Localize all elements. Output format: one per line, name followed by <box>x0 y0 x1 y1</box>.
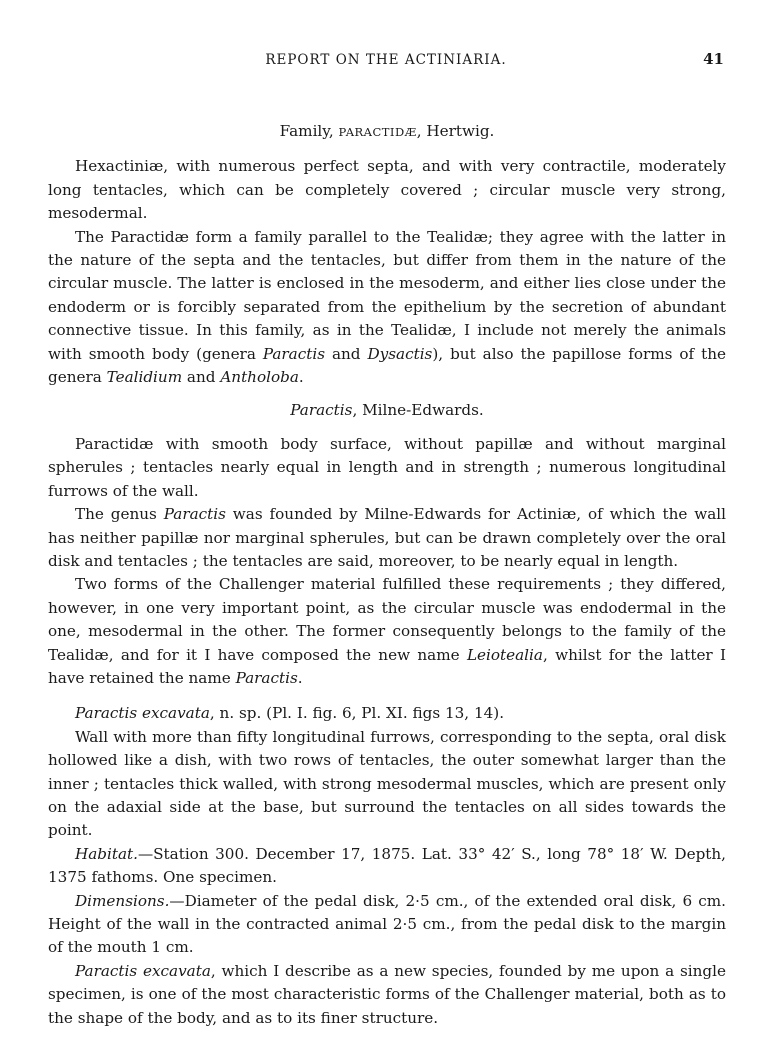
family-name: PARACTIDÆ <box>338 125 417 139</box>
species-heading: Paractis excavata, n. sp. (Pl. I. fig. 6, Pl. XI. figs 13, 14). <box>75 704 505 723</box>
dimensions-paragraph: Dimensions.—Diameter of the pedal disk, 2·5 cm., of the extended oral disk, 6 cm. Height of the wall in the contracted animal 2·5 cm., from the pedal disk to the margin of the mouth 1 cm. <box>48 891 726 957</box>
running-title: REPORT ON THE ACTINIARIA. <box>265 52 507 68</box>
challenger-forms-paragraph: Two forms of the Challenger material fulfilled these requirements ; they differed, however, in one very important point, as the circular muscle was endodermal in the one, mesodermal in the other. The former consequently belongs to the family of the Tealidæ, and for it I have composed the new name Leiotealia, whilst for the latter I have retained the name Paractis. <box>48 575 727 687</box>
habitat-paragraph: Habitat.—Station 300. December 17, 1875. Lat. 33° 42′ S., long 78° 18′ W. Depth, 1375 fathoms. One specimen. <box>48 844 726 887</box>
species-diagnosis: Wall with more than fifty longitudinal furrows, corresponding to the septa, oral disk hollowed like a dish, with two rows of tentacles, the outer somewhat larger than the inner ; tentacles thick walled, with strong mesodermal muscles, which are present only on the adaxial side at the base, but surround the tentacles on all sides towards the point. <box>48 727 726 840</box>
page-number: 41 <box>703 50 724 68</box>
family-diagnosis: Hexactiniæ, with numerous perfect septa, and with very contractile, moderately long tentacles, which can be completely covered ; circular muscle very strong, mesodermal. <box>48 157 726 223</box>
running-header <box>48 50 724 72</box>
genus-heading: Paractis, Milne-Edwards. <box>290 401 484 420</box>
family-heading: Family, PARACTIDÆ, Hertwig. <box>279 122 495 140</box>
family-discussion: The Paractidæ form a family parallel to the Tealidæ; they agree with the latter in the nature of the septa and the tentacles, but differ from them in the nature of the circular muscle. The latter is enclosed in the mesoderm, and either lies close under the endoderm or is forcibly separated from the epithelium by the secretion of abundant connective tissue. In this family, as in the Tealidæ, I include not merely the animals with smooth body (genera Paractis and Dysactis), but also the papillose forms of the genera Tealidium and Antholoba. <box>48 227 726 387</box>
genus-discussion: The genus Paractis was founded by Milne-Edwards for Actiniæ, of which the wall has neither papillæ nor marginal spherules, but can be drawn completely over the oral disk and tentacles ; the tentacles are said, moreover, to be nearly equal in length. <box>48 505 726 570</box>
species-discussion: Paractis excavata, which I describe as a new species, founded by me upon a single specimen, is one of the most characteristic forms of the Challenger material, both as to the shape of the body, and as to its finer structure. <box>48 961 727 1027</box>
text-body <box>48 120 726 1030</box>
genus-diagnosis: Paractidæ with smooth body surface, without papillæ and without marginal spherules ; tentacles nearly equal in length and in strength ; numerous longitudinal furrows of the wall. <box>48 434 726 500</box>
